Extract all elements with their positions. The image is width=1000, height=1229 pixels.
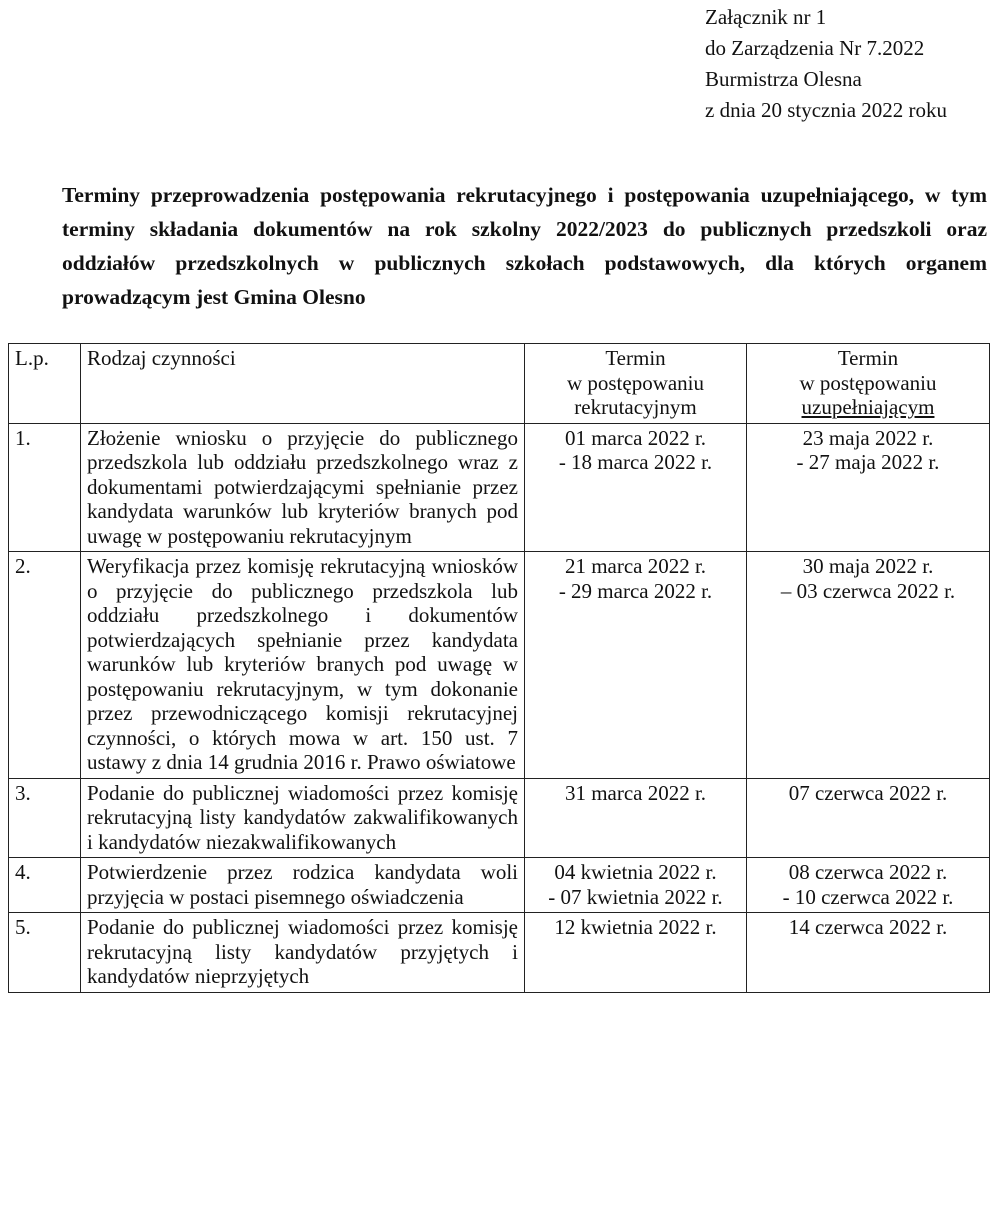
supplementary-from: 23 maja 2022 r. bbox=[802, 425, 934, 450]
recruitment-from: 21 marca 2022 r. bbox=[564, 554, 707, 578]
annex-line-date: z dnia 20 stycznia 2022 roku bbox=[705, 98, 948, 122]
supplementary-to: – 03 czerwca 2022 r. bbox=[780, 578, 956, 603]
header-supplementary-line3: uzupełniającym bbox=[801, 395, 935, 419]
header-activity: Rodzaj czynności bbox=[81, 344, 525, 424]
header-recruitment-term bbox=[525, 344, 747, 424]
annex-line-issuer: Burmistrza Olesna bbox=[705, 67, 862, 91]
table-row bbox=[9, 552, 990, 779]
row-lp: 2. bbox=[9, 552, 81, 779]
supplementary-to: - 10 czerwca 2022 r. bbox=[782, 884, 954, 909]
header-supplementary-term bbox=[747, 344, 990, 424]
document-title: Terminy przeprowadzenia postępowania rekrutacyjnego i postępowania uzupełniającego, w tym terminy składania dokumentów na rok szkolny 2022/2023 do publicznych przedszkoli oraz oddziałów przedszkolnych w publicznych szkołach podstawowych, dla których organem prowadzącym jest Gmina Olesno bbox=[62, 183, 987, 309]
header-recruitment-line1: Termin bbox=[605, 346, 666, 370]
recruitment-from: 01 marca 2022 r. bbox=[564, 425, 707, 450]
row-supplementary-term bbox=[747, 913, 990, 993]
header-recruitment-line3: rekrutacyjnym bbox=[574, 395, 697, 419]
row-activity: Złożenie wniosku o przyjęcie do publicznego przedszkola lub oddziału przedszkolnego wraz z dokumentami potwierdzającymi spełnianie przez kandydata warunków lub kryteriów branych pod uwagę w postępowaniu rekrutacyjnym bbox=[81, 423, 525, 552]
row-recruitment-term bbox=[525, 423, 747, 552]
supplementary-from: 08 czerwca 2022 r. bbox=[788, 860, 948, 884]
row-activity: Podanie do publicznej wiadomości przez komisję rekrutacyjną listy kandydatów zakwalifikowanych i kandydatów niezakwalifikowanych bbox=[81, 778, 525, 858]
table-row bbox=[9, 858, 990, 913]
annex-line-ordinance: do Zarządzenia Nr 7.2022 bbox=[705, 36, 925, 60]
row-lp: 3. bbox=[9, 778, 81, 858]
supplementary-from: 07 czerwca 2022 r. bbox=[788, 780, 948, 805]
recruitment-from: 31 marca 2022 r. bbox=[564, 780, 707, 805]
header-supplementary-line2: w postępowaniu bbox=[799, 370, 937, 395]
schedule-table bbox=[8, 343, 990, 993]
row-supplementary-term bbox=[747, 552, 990, 779]
recruitment-from: 12 kwietnia 2022 r. bbox=[554, 915, 717, 939]
header-recruitment-line2: w postępowaniu bbox=[566, 370, 705, 395]
row-lp: 1. bbox=[9, 423, 81, 552]
table-header-row bbox=[9, 344, 990, 424]
table-row bbox=[9, 778, 990, 858]
row-activity: Potwierdzenie przez rodzica kandydata woli przyjęcia w postaci pisemnego oświadczenia bbox=[81, 858, 525, 913]
row-activity: Weryfikacja przez komisję rekrutacyjną wniosków o przyjęcie do publicznego przedszkola lub oddziału przedszkolnego i dokumentów potwierdzających spełnianie przez kandydata warunków lub kryteriów branych pod uwagę w postępowaniu rekrutacyjnym, w tym dokonanie przez przewodniczącego komisji rekrutacyjnej czynności, o których mowa w art. 150 ust. 7 ustawy z dnia 14 grudnia 2016 r. Prawo oświatowe bbox=[81, 552, 525, 779]
header-lp: L.p. bbox=[9, 344, 81, 424]
row-supplementary-term bbox=[747, 423, 990, 552]
recruitment-to: - 18 marca 2022 r. bbox=[558, 450, 713, 474]
row-activity: Podanie do publicznej wiadomości przez komisję rekrutacyjną listy kandydatów przyjętych i kandydatów nieprzyjętych bbox=[81, 913, 525, 993]
row-supplementary-term bbox=[747, 778, 990, 858]
recruitment-to: - 07 kwietnia 2022 r. bbox=[548, 884, 723, 909]
header-supplementary-line1: Termin bbox=[837, 346, 899, 370]
table-row bbox=[9, 913, 990, 993]
row-lp: 5. bbox=[9, 913, 81, 993]
row-supplementary-term bbox=[747, 858, 990, 913]
row-lp: 4. bbox=[9, 858, 81, 913]
annex-line-number: Załącznik nr 1 bbox=[705, 5, 827, 29]
recruitment-from: 04 kwietnia 2022 r. bbox=[554, 860, 717, 884]
table-row bbox=[9, 423, 990, 552]
recruitment-to: - 29 marca 2022 r. bbox=[558, 578, 713, 603]
row-recruitment-term bbox=[525, 552, 747, 779]
supplementary-from: 14 czerwca 2022 r. bbox=[788, 915, 948, 939]
annex-reference bbox=[705, 2, 947, 126]
supplementary-from: 30 maja 2022 r. bbox=[802, 554, 934, 578]
row-recruitment-term bbox=[525, 913, 747, 993]
row-recruitment-term bbox=[525, 858, 747, 913]
supplementary-to: - 27 maja 2022 r. bbox=[796, 450, 940, 474]
row-recruitment-term bbox=[525, 778, 747, 858]
